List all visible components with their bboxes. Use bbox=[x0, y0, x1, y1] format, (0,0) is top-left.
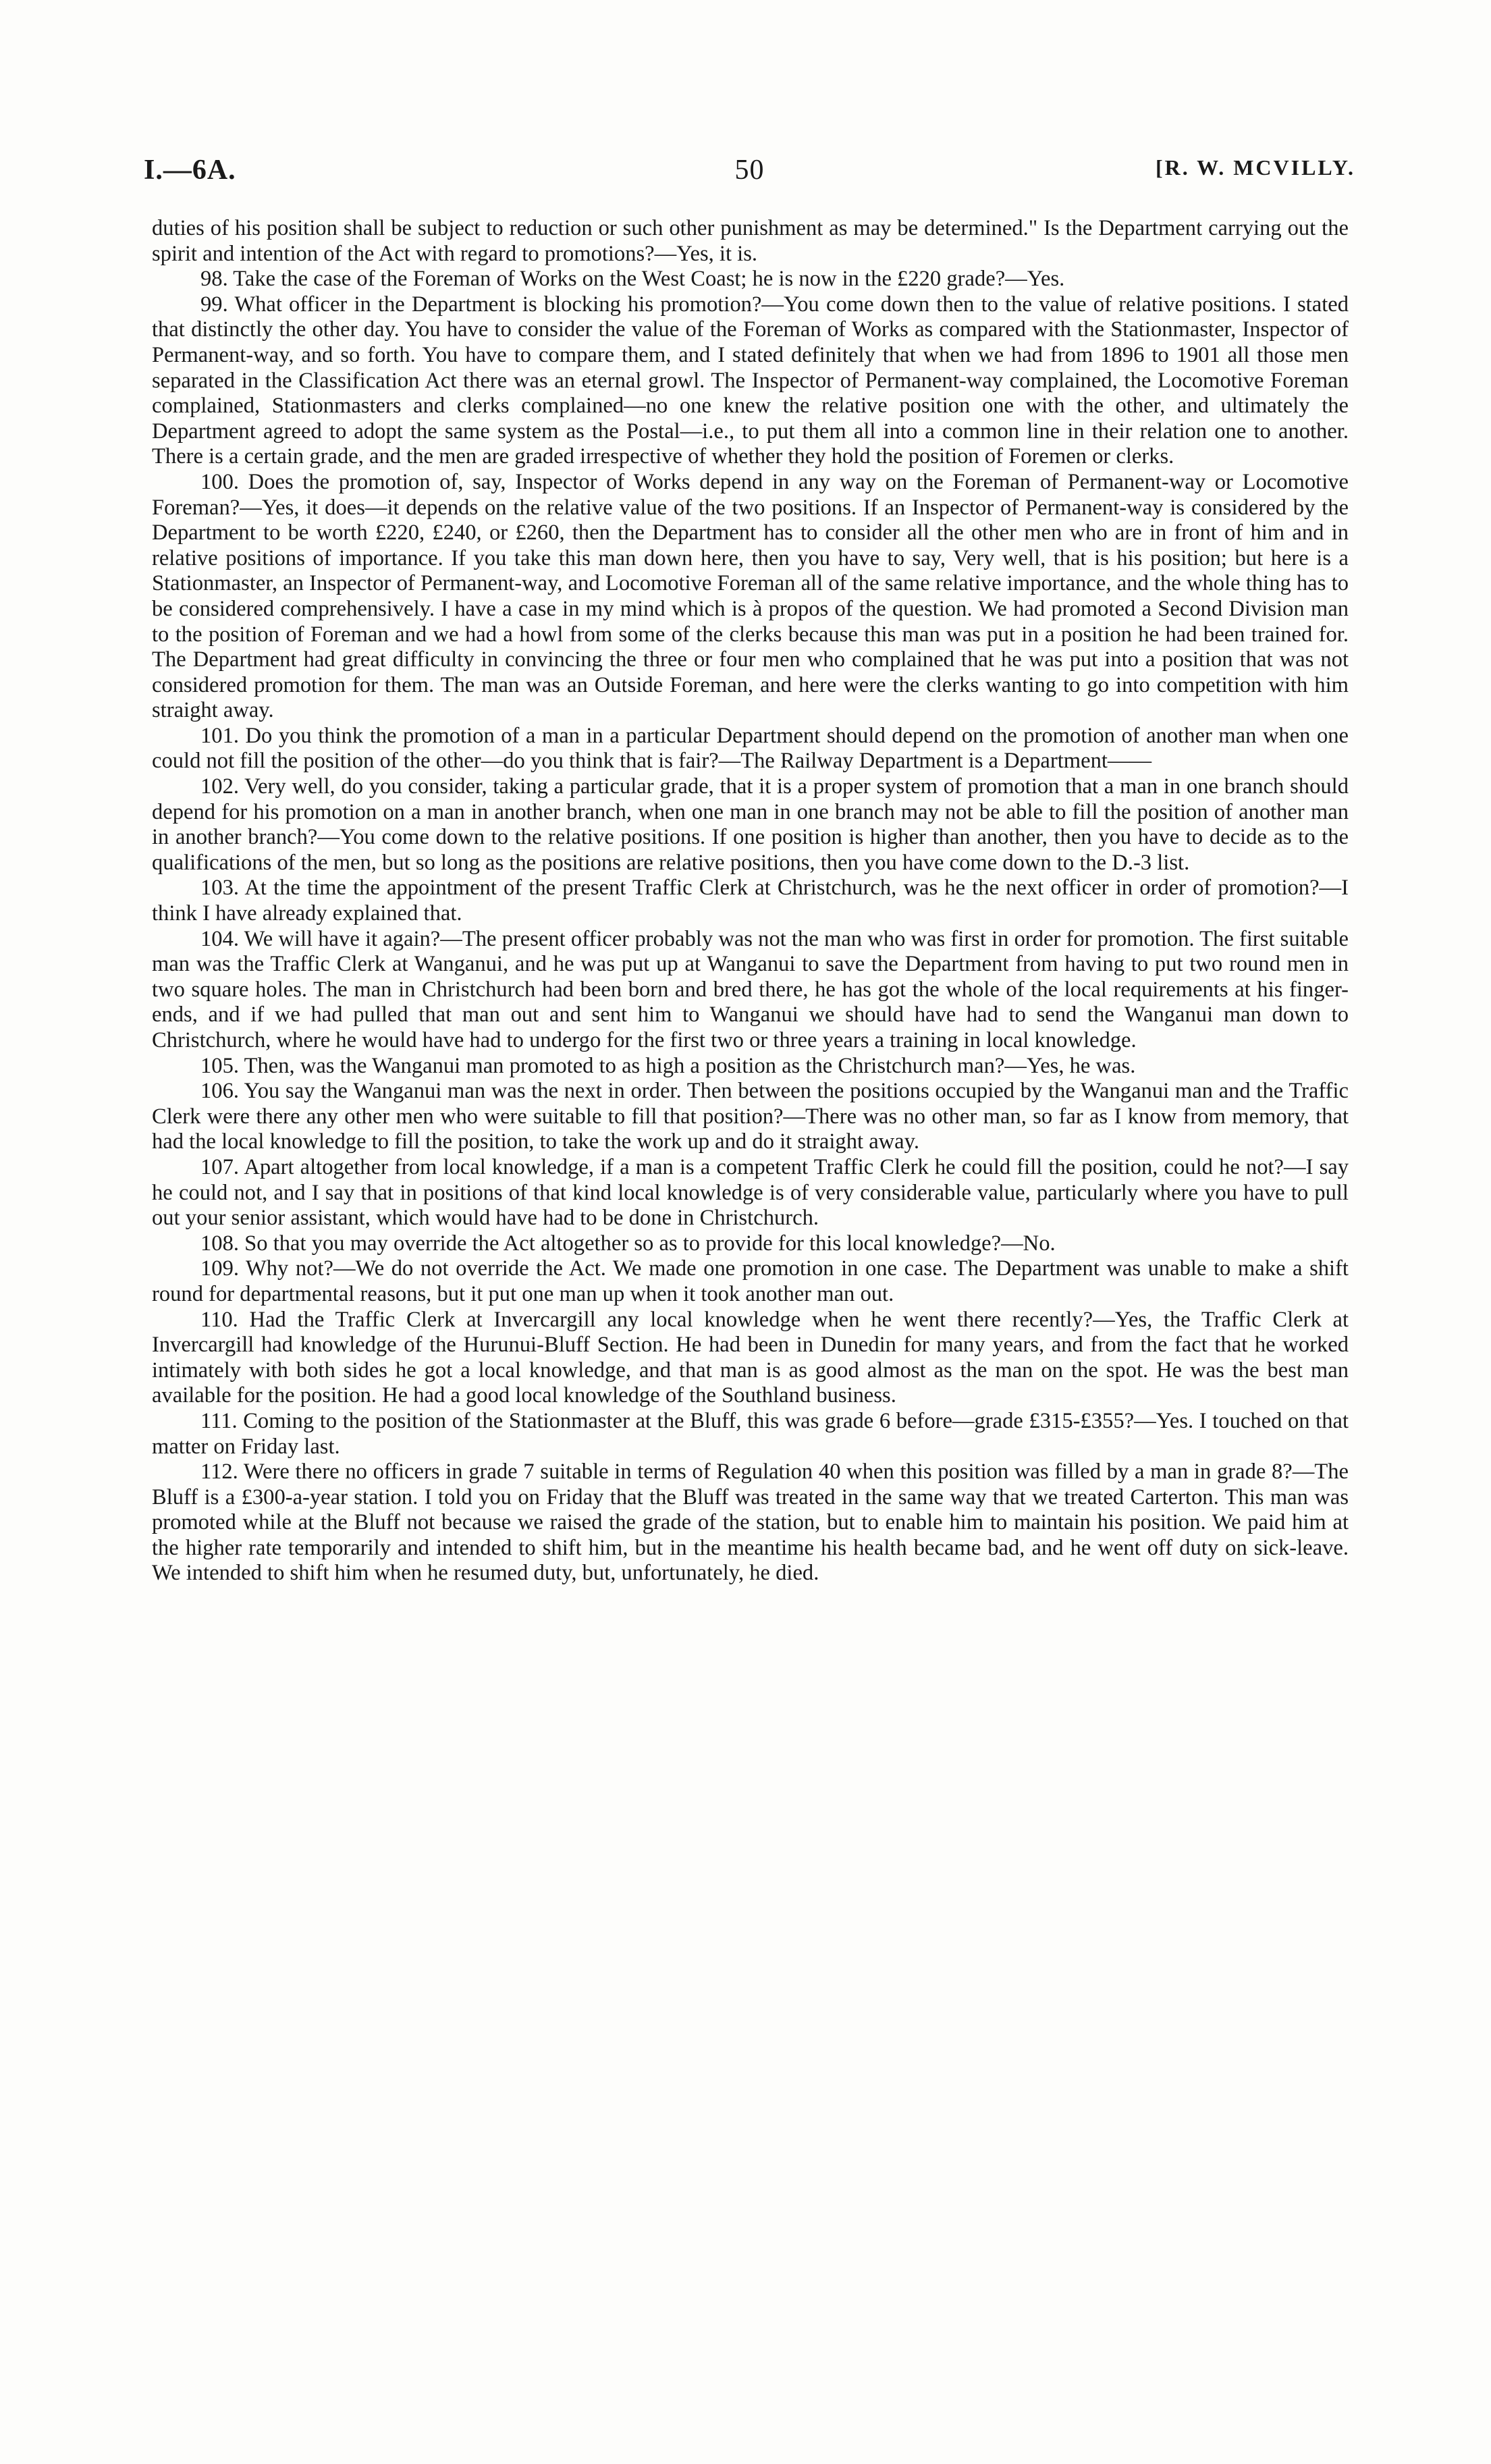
paragraph-111: 111. Coming to the position of the Stationmaster at the Bluff, this was grade 6 before—grade £315-£355?—Yes. I touched on that matter on Friday last. bbox=[152, 1408, 1349, 1459]
witness-name: [R. W. MCVILLY. bbox=[1155, 155, 1355, 180]
page-body bbox=[152, 216, 1349, 1586]
paragraph-101: 101. Do you think the promotion of a man in a particular Department should depend on the promotion of another man when one could not fill the position of the other—do you think that is fair?—The Railway Department is a Department—— bbox=[152, 723, 1349, 774]
paragraph-110: 110. Had the Traffic Clerk at Invercargill any local knowledge when he went there recently?—Yes, the Traffic Clerk at Invercargill had knowledge of the Hurunui-Bluff Section. He had been in Dunedin for many years, and from the fact that he worked intimately with both sides he got a local knowledge, and that man is as good almost as the man on the spot. He was the best man available for the position. He had a good local knowledge of the Southland business. bbox=[152, 1307, 1349, 1408]
paragraph-104: 104. We will have it again?—The present officer probably was not the man who was first in order for promotion. The first suitable man was the Traffic Clerk at Wanganui, and he was put up at Wanganui to save the Department from having to put two round men in two square holes. The man in Christchurch had been born and bred there, he has got the whole of the local requirements at his finger-ends, and if we had pulled that man out and sent him to Wanganui we should have had to send the Wanganui man down to Christchurch, where he would have had to undergo for the first two or three years a training in local knowledge. bbox=[152, 926, 1349, 1052]
paragraph-109: 109. Why not?—We do not override the Act. We made one promotion in one case. The Department was unable to make a shift round for departmental reasons, but it put one man up when it took another man out. bbox=[152, 1256, 1349, 1306]
page-number: 50 bbox=[734, 155, 765, 186]
paragraph-99: 99. What officer in the Department is blocking his promotion?—You come down then to the value of relative positions. I stated that distinctly the other day. You have to consider the value of the Foreman of Works as compared with the Stationmaster, Inspector of Permanent-way, and so forth. You have to compare them, and I stated definitely that when we had from 1896 to 1901 all those men separated in the Classification Act there was an eternal growl. The Inspector of Permanent-way complained, the Locomotive Foreman complained, Stationmasters and clerks complained—no one knew the relative position one with the other, and ultimately the Department agreed to adopt the same system as the Postal—i.e., to put them all into a common line in their relation one to another. There is a certain grade, and the men are graded irrespective of whether they hold the position of Foremen or clerks. bbox=[152, 292, 1349, 469]
paragraph-103: 103. At the time the appointment of the present Traffic Clerk at Christchurch, was he the next officer in order of promotion?—I think I have already explained that. bbox=[152, 876, 1349, 926]
paragraph-107: 107. Apart altogether from local knowledge, if a man is a competent Traffic Clerk he could fill the position, could he not?—I say he could not, and I say that in positions of that kind local knowledge is of very considerable value, particularly where you have to pull out your senior assistant, which would have had to be done in Christchurch. bbox=[152, 1154, 1349, 1231]
paragraph-108: 108. So that you may override the Act altogether so as to provide for this local knowledge?—No. bbox=[200, 1231, 1056, 1256]
paragraph-98: 98. Take the case of the Foreman of Works on the West Coast; he is now in the £220 grade?—Yes. bbox=[200, 267, 1065, 292]
paragraph-100: 100. Does the promotion of, say, Inspector of Works depend in any way on the Foreman of Permanent-way or Locomotive Foreman?—Yes, it does—it depends on the relative value of the two positions. If an Inspector of Permanent-way is considered by the Department to be worth £220, £240, or £260, then the Department has to consider all the other men who are in front of him and in relative positions of importance. If you take this man down here, then you have to say, Very well, that is his position; but here is a Stationmaster, an Inspector of Permanent-way, and Locomotive Foreman all of the same relative importance, and the whole thing has to be considered comprehensively. I have a case in my mind which is à propos of the question. We had promoted a Second Division man to the position of Foreman and we had a howl from some of the clerks because this man was put in a position he had been trained for. The Department had great difficulty in convincing the three or four men who complained that he was put into a position that was not considered promotion for them. The man was an Outside Foreman, and here were the clerks wanting to go into competition with him straight away. bbox=[152, 469, 1349, 723]
paragraph-112: 112. Were there no officers in grade 7 suitable in terms of Regulation 40 when this position was filled by a man in grade 8?—The Bluff is a £300-a-year station. I told you on Friday that the Bluff was treated in the same way that we treated Carterton. This man was promoted while at the Bluff not because we raised the grade of the station, but to enable him to maintain his position. We paid him at the higher rate temporarily and intended to shift him, but in the meantime his health became bad, and he went off duty on sick-leave. We intended to shift him when he resumed duty, but, unfortunately, he died. bbox=[152, 1459, 1349, 1586]
report-reference: I.—6A. bbox=[144, 155, 236, 186]
paragraph-106: 106. You say the Wanganui man was the next in order. Then between the positions occupied by the Wanganui man and the Traffic Clerk were there any other men who were suitable to fill that position?—There was no other man, so far as I know from memory, that had the local knowledge to fill the position, to take the work up and do it straight away. bbox=[152, 1079, 1349, 1154]
page-header bbox=[144, 154, 1355, 194]
paragraph-102: 102. Very well, do you consider, taking a particular grade, that it is a proper system of promotion that a man in one branch should depend for his promotion on a man in another branch, when one man in one branch may not be able to fill the position of another man in another branch?—You come down to the relative positions. If one position is higher than another, then you have to decide as to the qualifications of the men, but so long as the positions are relative positions, then you have come down to the D.-3 list. bbox=[152, 774, 1349, 875]
paragraph-105: 105. Then, was the Wanganui man promoted to as high a position as the Christchurch man?—Yes, he was. bbox=[200, 1053, 1136, 1078]
paragraph-continued: duties of his position shall be subject to reduction or such other punishment as may be determined." Is the Department carrying out the spirit and intention of the Act with regard to promotions?—Yes, it is. bbox=[152, 216, 1349, 266]
